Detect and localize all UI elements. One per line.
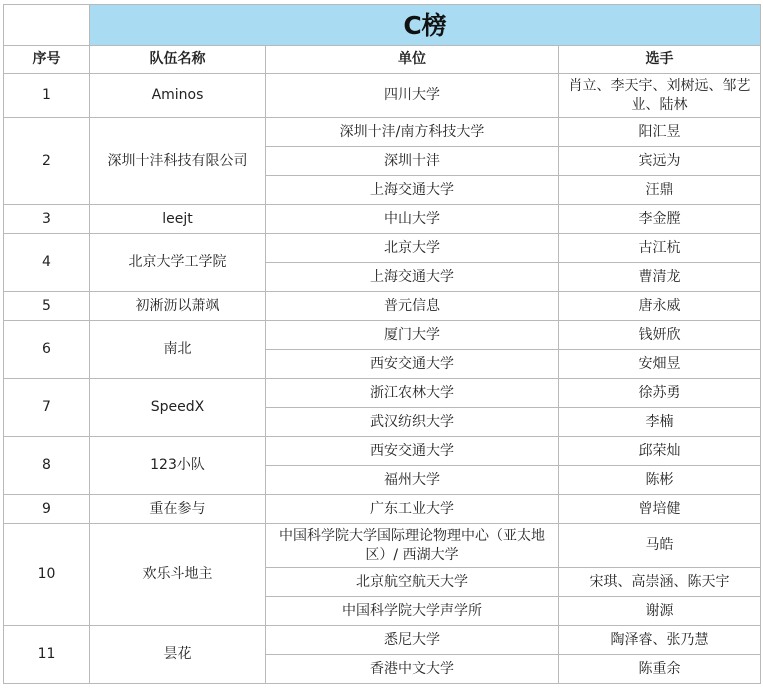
team-number: 3 <box>4 205 90 234</box>
member-unit: 广东工业大学 <box>266 495 559 524</box>
team-name: 123小队 <box>90 437 266 495</box>
ranking-table <box>3 4 761 684</box>
team-name: SpeedX <box>90 379 266 437</box>
table-row <box>4 234 761 263</box>
table-row <box>4 495 761 524</box>
member-unit: 深圳十沣 <box>266 147 559 176</box>
member-unit: 福州大学 <box>266 466 559 495</box>
header-members: 选手 <box>559 46 761 74</box>
team-name: Aminos <box>90 74 266 118</box>
team-name: 北京大学工学院 <box>90 234 266 292</box>
member-names: 阳汇昱 <box>559 118 761 147</box>
member-names: 肖立、李天宇、刘树远、邹艺业、陆林 <box>559 74 761 118</box>
table-row <box>4 524 761 568</box>
member-names: 李楠 <box>559 408 761 437</box>
team-name: 欢乐斗地主 <box>90 524 266 626</box>
table-title: C榜 <box>90 5 761 46</box>
member-unit: 香港中文大学 <box>266 655 559 684</box>
member-unit: 四川大学 <box>266 74 559 118</box>
table-row <box>4 321 761 350</box>
table-row <box>4 118 761 147</box>
team-number: 4 <box>4 234 90 292</box>
member-names: 马皓 <box>559 524 761 568</box>
team-number: 6 <box>4 321 90 379</box>
team-number: 2 <box>4 118 90 205</box>
member-unit: 中山大学 <box>266 205 559 234</box>
member-unit: 中国科学院大学国际理论物理中心（亚太地区）/ 西湖大学 <box>266 524 559 568</box>
member-names: 邱荣灿 <box>559 437 761 466</box>
team-name: 深圳十沣科技有限公司 <box>90 118 266 205</box>
table-row <box>4 205 761 234</box>
team-number: 8 <box>4 437 90 495</box>
member-unit: 北京航空航天大学 <box>266 568 559 597</box>
member-unit: 西安交通大学 <box>266 350 559 379</box>
member-names: 曹清龙 <box>559 263 761 292</box>
member-names: 唐永威 <box>559 292 761 321</box>
member-names: 宋琪、高崇涵、陈天宇 <box>559 568 761 597</box>
member-unit: 上海交通大学 <box>266 176 559 205</box>
title-row <box>4 5 761 46</box>
team-name: 昙花 <box>90 626 266 684</box>
header-team: 队伍名称 <box>90 46 266 74</box>
member-unit: 浙江农林大学 <box>266 379 559 408</box>
member-unit: 上海交通大学 <box>266 263 559 292</box>
member-names: 陈重余 <box>559 655 761 684</box>
team-name: 初淅沥以萧飒 <box>90 292 266 321</box>
team-number: 5 <box>4 292 90 321</box>
header-unit: 单位 <box>266 46 559 74</box>
table-row <box>4 437 761 466</box>
header-row <box>4 46 761 74</box>
member-names: 徐苏勇 <box>559 379 761 408</box>
member-names: 汪鼎 <box>559 176 761 205</box>
member-names: 谢源 <box>559 597 761 626</box>
table-row <box>4 292 761 321</box>
member-names: 钱妍欣 <box>559 321 761 350</box>
member-names: 陶泽睿、张乃慧 <box>559 626 761 655</box>
title-blank-cell <box>4 5 90 46</box>
member-names: 李金膛 <box>559 205 761 234</box>
team-number: 7 <box>4 379 90 437</box>
header-no: 序号 <box>4 46 90 74</box>
member-unit: 西安交通大学 <box>266 437 559 466</box>
team-number: 9 <box>4 495 90 524</box>
team-name: 重在参与 <box>90 495 266 524</box>
team-number: 11 <box>4 626 90 684</box>
member-unit: 厦门大学 <box>266 321 559 350</box>
team-name: leejt <box>90 205 266 234</box>
member-unit: 武汉纺织大学 <box>266 408 559 437</box>
team-name: 南北 <box>90 321 266 379</box>
member-names: 安畑昱 <box>559 350 761 379</box>
member-unit: 北京大学 <box>266 234 559 263</box>
member-names: 古江杭 <box>559 234 761 263</box>
member-unit: 普元信息 <box>266 292 559 321</box>
team-number: 10 <box>4 524 90 626</box>
member-unit: 深圳十沣/南方科技大学 <box>266 118 559 147</box>
team-number: 1 <box>4 74 90 118</box>
table-row <box>4 379 761 408</box>
member-unit: 中国科学院大学声学所 <box>266 597 559 626</box>
table-row <box>4 74 761 118</box>
table-row <box>4 626 761 655</box>
member-names: 宾远为 <box>559 147 761 176</box>
member-unit: 悉尼大学 <box>266 626 559 655</box>
member-names: 曾培健 <box>559 495 761 524</box>
member-names: 陈彬 <box>559 466 761 495</box>
